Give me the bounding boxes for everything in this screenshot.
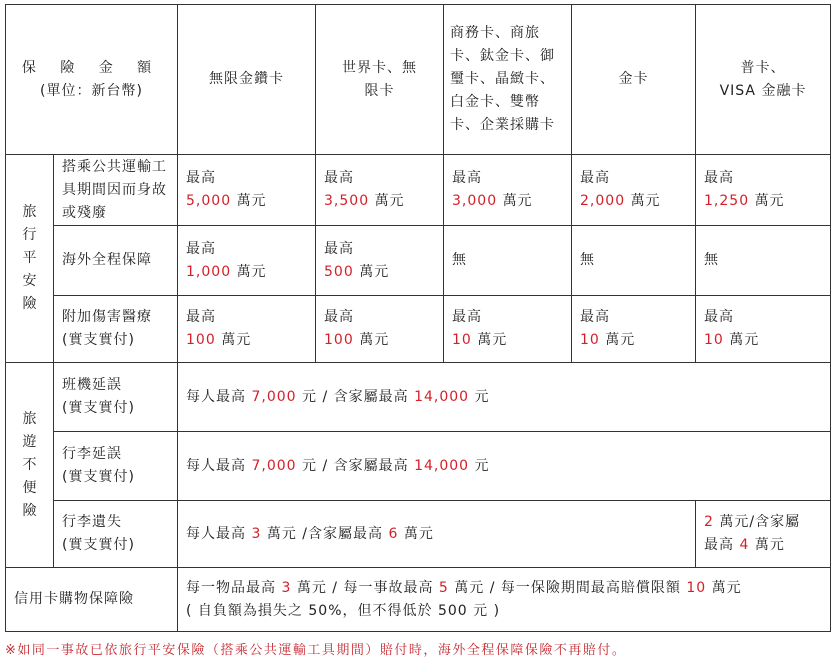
row-label-medical-text-2: (實支實付) [62,332,135,348]
cell-amount: 14,000 [414,457,470,474]
cell-amount: 10 [452,332,472,348]
header-col-classic [696,5,831,155]
cell-text: 萬元 / 每一保險期間最高賠償限額 [454,579,681,596]
table-row-medical [6,296,831,363]
cell-prefix: 最高 [324,170,355,186]
cell-text: 最高 [704,537,735,553]
cell-text: 萬元/含家屬 [719,514,801,530]
cell-amount: 2,000 [580,193,626,209]
table-row-purchase-protection [6,568,831,632]
cell-transport-1 [178,155,316,226]
cell-text: 每一物品最高 [186,579,277,596]
group-travel-inconvenience-label: 旅遊不便險 [22,410,38,519]
cell-text: 每人最高 [186,388,247,405]
group-travel-accident-label: 旅行平安險 [22,204,38,312]
header-col-world [316,5,444,155]
cell-amount: 6 [388,525,399,542]
header-amount-title: 保 險 金 額 [21,59,162,76]
cell-amount: 10 [704,332,724,348]
cell-prefix: 最高 [452,170,483,186]
cell-prefix: 最高 [580,170,611,186]
cell-text: 每人最高 [186,525,247,542]
cell-amount: 3,500 [324,193,370,209]
row-label-medical-text-1: 附加傷害醫療 [62,309,152,325]
footnote: ※如同一事故已依旅行平安保險（搭乘公共運輸工具期間）賠付時，海外全程保障保險不再賠付。 [5,643,627,658]
header-col-business [444,5,572,155]
header-col-infinite-diamond-label: 無限金鑽卡 [209,71,285,87]
table-header-row [6,5,831,155]
cell-amount: 3 [281,579,292,596]
cell-none: 無 [704,252,720,268]
cell-prefix: 最高 [324,309,355,325]
cell-amount: 7,000 [251,388,297,405]
insurance-benefits-table [5,4,831,632]
table-row-baggage-loss [6,501,831,568]
cell-amount: 3,000 [452,193,498,209]
cell-text: 萬元 [754,537,785,553]
cell-unit: 萬元 [236,263,267,280]
cell-amount: 5 [438,579,449,596]
cell-prefix: 最高 [186,309,217,325]
row-label-flight-delay-text-2: (實支實付) [62,400,135,416]
cell-text: 元 [474,388,490,405]
header-col-gold [572,5,696,155]
cell-amount: 100 [186,332,216,348]
cell-text: 每人最高 [186,457,247,474]
cell-text: 萬元 [711,579,742,596]
cell-text: 元 [474,457,490,474]
cell-amount: 4 [739,537,750,553]
cell-unit: 萬元 [477,332,508,348]
cell-text: 萬元 /含家屬最高 [266,525,384,542]
row-label-overseas [54,226,178,296]
cell-unit: 萬元 [374,193,405,209]
row-label-purchase-protection [6,568,178,632]
cell-amount: 3 [251,525,262,542]
cell-prefix: 最高 [186,170,217,186]
cell-unit: 萬元 [236,193,267,209]
cell-medical-2 [316,296,444,363]
cell-text: ( 自負額為損失之 50%，但不得低於 500 元 ) [186,602,501,619]
cell-text: 萬元 [403,525,434,542]
cell-medical-5 [696,296,831,363]
cell-unit: 萬元 [359,263,390,280]
cell-amount: 100 [324,332,354,348]
cell-transport-3 [444,155,572,226]
cell-text: 元 / 含家屬最高 [302,457,409,474]
cell-overseas-1 [178,226,316,296]
header-col-world-label: 世界卡、無限卡 [342,59,418,99]
row-label-overseas-text: 海外全程保障 [62,252,152,268]
cell-transport-2 [316,155,444,226]
row-label-flight-delay [54,363,178,432]
cell-prefix: 最高 [186,240,217,257]
cell-text: 元 / 含家屬最高 [302,388,409,405]
table-row-transport [6,155,831,226]
header-amount-unit: (單位：新台幣) [40,82,143,99]
cell-unit: 萬元 [502,193,533,209]
cell-amount: 500 [324,263,354,280]
cell-unit: 萬元 [359,332,390,348]
cell-baggage-loss-classic [696,501,831,568]
cell-amount: 14,000 [414,388,470,405]
row-label-transport-text: 搭乘公共運輸工具期間因而身故或殘廢 [62,158,167,221]
table-row-overseas [6,226,831,296]
header-col-classic-label-2: VISA 金融卡 [719,82,807,99]
cell-amount: 2 [704,514,714,530]
cell-baggage-delay [178,432,831,501]
cell-medical-3 [444,296,572,363]
cell-prefix: 最高 [452,309,483,325]
header-col-gold-label: 金卡 [618,71,649,87]
cell-purchase-protection [178,568,831,632]
cell-overseas-5 [696,226,831,296]
cell-prefix: 最高 [580,309,611,325]
cell-unit: 萬元 [221,332,252,348]
cell-transport-5 [696,155,831,226]
cell-none: 無 [580,252,596,268]
cell-text: 萬元 / 每一事故最高 [296,579,434,596]
group-travel-inconvenience [6,363,54,568]
cell-prefix: 最高 [324,240,355,257]
header-amount-cell [6,5,178,155]
cell-prefix: 最高 [704,309,735,325]
cell-amount: 1,250 [704,193,750,209]
cell-medical-1 [178,296,316,363]
cell-none: 無 [452,252,468,268]
row-label-baggage-delay-text-2: (實支實付) [62,469,135,485]
row-label-baggage-loss [54,501,178,568]
cell-overseas-2 [316,226,444,296]
cell-amount: 5,000 [186,193,232,209]
cell-baggage-loss [178,501,696,568]
row-label-baggage-loss-text-1: 行李遺失 [62,514,122,530]
cell-overseas-4 [572,226,696,296]
cell-medical-4 [572,296,696,363]
cell-unit: 萬元 [605,332,636,348]
cell-overseas-3 [444,226,572,296]
cell-prefix: 最高 [704,170,735,186]
header-col-business-label: 商務卡、商旅卡、鈦金卡、御璽卡、晶緻卡、白金卡、雙幣卡、企業採購卡 [450,25,556,133]
header-col-classic-label-1: 普卡、 [740,59,786,76]
table-row-flight-delay [6,363,831,432]
table-row-baggage-delay [6,432,831,501]
row-label-medical [54,296,178,363]
cell-amount: 10 [580,332,600,348]
cell-flight-delay [178,363,831,432]
row-label-purchase-protection-text: 信用卡購物保障險 [14,591,134,607]
row-label-baggage-loss-text-2: (實支實付) [62,537,135,553]
row-label-baggage-delay-text-1: 行李延誤 [62,446,122,462]
cell-unit: 萬元 [754,193,785,209]
cell-amount: 7,000 [251,457,297,474]
row-label-baggage-delay [54,432,178,501]
cell-amount: 1,000 [186,263,232,280]
cell-unit: 萬元 [630,193,661,209]
row-label-transport [54,155,178,226]
cell-transport-4 [572,155,696,226]
header-col-infinite-diamond [178,5,316,155]
cell-amount: 10 [686,579,707,596]
cell-unit: 萬元 [729,332,760,348]
group-travel-accident [6,155,54,363]
row-label-flight-delay-text-1: 班機延誤 [62,377,122,393]
